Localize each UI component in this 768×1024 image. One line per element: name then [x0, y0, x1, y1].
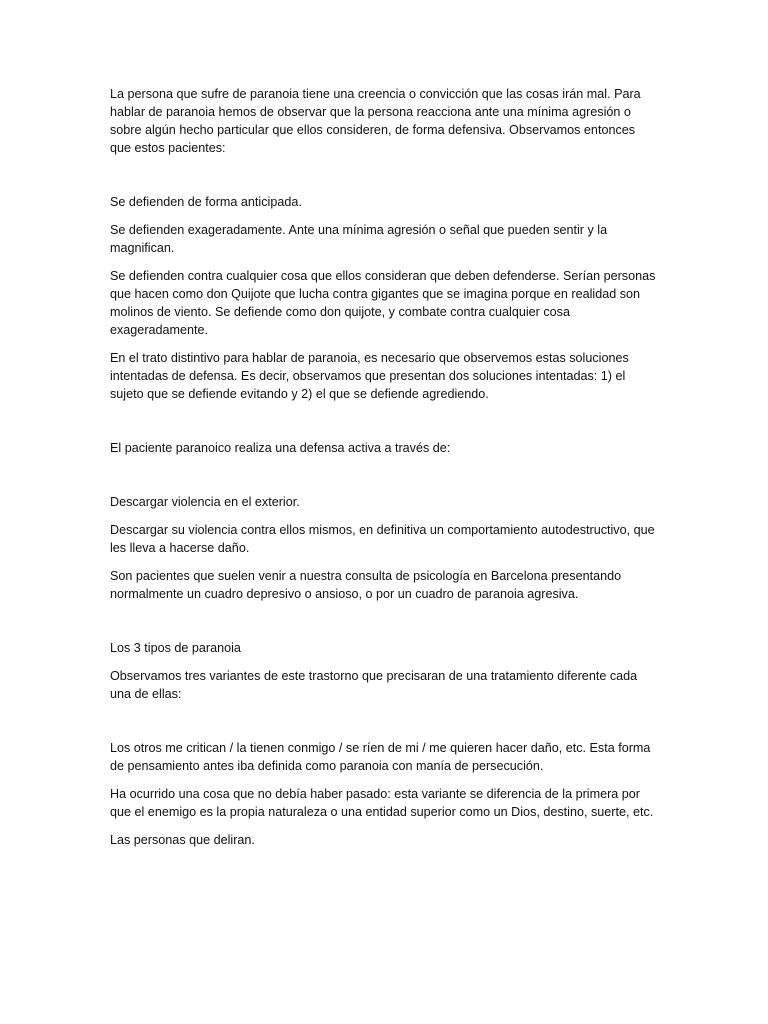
section-heading: Los 3 tipos de paranoia: [110, 641, 241, 655]
defense-anything-paragraph: Se defienden contra cualquier cosa que ellos consideran que deben defenderse. Serían personas que hacen como don Quijote que lucha contra gigantes que se imagina porque en realidad son molinos de viento. Se defiende como don quijote, y combate contra cualquier cosa exageradamente.: [110, 269, 656, 337]
variants-intro-paragraph: Observamos tres variantes de este trastorno que precisaran de una tratamiento diferente cada una de ellas:: [110, 669, 638, 701]
violence-self-paragraph: Descargar su violencia contra ellos mismos, en definitiva un comportamiento autodestructivo, que les lleva a hacerse daño.: [110, 523, 655, 555]
document-body: [110, 85, 658, 849]
distinctive-treatment-paragraph: En el trato distintivo para hablar de paranoia, es necesario que observemos estas soluciones intentadas de defensa. Es decir, observamos que presentan dos soluciones intentadas: 1) el sujeto que se defiende evitando y 2) el que se defiende agrediendo.: [110, 351, 629, 401]
intro-paragraph: La persona que sufre de paranoia tiene una creencia o convicción que las cosas irán mal. Para hablar de paranoia hemos de observar que la persona reacciona ante una mínima agresión o sobre algún hecho particular que ellos consideren, de forma defensiva. Observamos entonces que estos pacientes:: [110, 87, 641, 155]
variant-three-paragraph: Las personas que deliran.: [110, 833, 255, 847]
defense-anticipated-paragraph: Se defienden de forma anticipada.: [110, 195, 302, 209]
variant-one-paragraph: Los otros me critican / la tienen conmigo / se ríen de mi / me quieren hacer daño, etc. Esta forma de pensamiento antes iba definida como paranoia con manía de persecución.: [110, 741, 651, 773]
variant-two-paragraph: Ha ocurrido una cosa que no debía haber pasado: esta variante se diferencia de la primera por que el enemigo es la propia naturaleza o una entidad superior como un Dios, destino, suerte, etc.: [110, 787, 654, 819]
defense-exaggerated-paragraph: Se defienden exageradamente. Ante una mínima agresión o señal que pueden sentir y la magnifican.: [110, 223, 608, 255]
active-defense-paragraph: El paciente paranoico realiza una defensa activa a través de:: [110, 441, 451, 455]
consultation-paragraph: Son pacientes que suelen venir a nuestra consulta de psicología en Barcelona presentando normalmente un cuadro depresivo o ansioso, o por un cuadro de paranoia agresiva.: [110, 569, 622, 601]
violence-exterior-paragraph: Descargar violencia en el exterior.: [110, 495, 300, 509]
